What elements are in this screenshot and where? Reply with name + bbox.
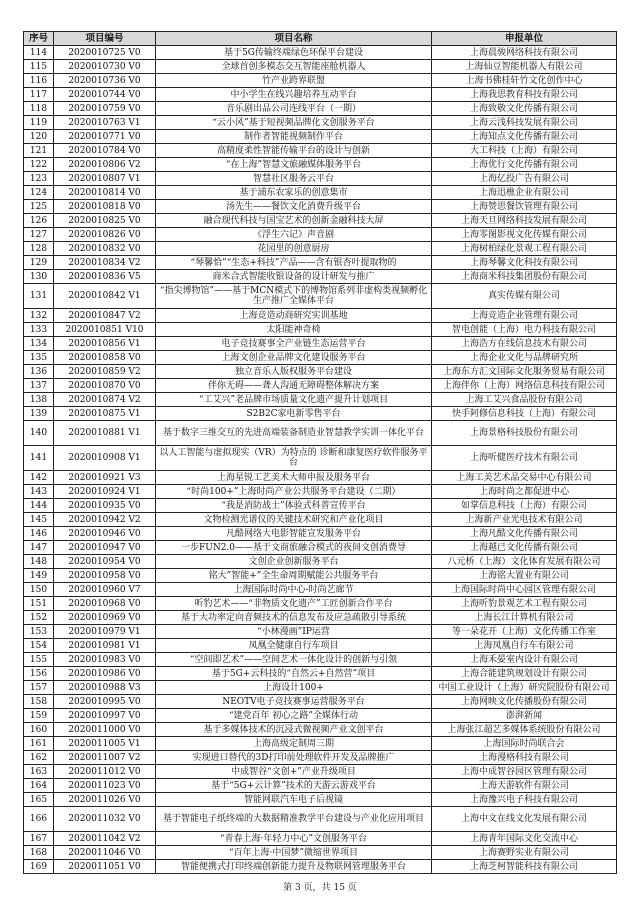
table-row (24, 681, 617, 695)
row-no: 152 (24, 611, 54, 625)
row-name: NEOTV电子竞技赛事运营服务平台 (156, 695, 432, 709)
table-row (24, 611, 617, 625)
table-row (24, 737, 617, 751)
row-unit: 上海凡酷文化传播有限公司 (432, 527, 617, 541)
row-no: 146 (24, 527, 54, 541)
row-name: 基于多媒体技术的沉浸式微视频产业文创平台 (156, 723, 432, 737)
row-code: 2020010818 V0 (54, 200, 156, 214)
row-code: 2020011046 V0 (54, 846, 156, 860)
row-code: 2020011012 V0 (54, 765, 156, 779)
table-row (24, 323, 617, 337)
row-code: 2020010988 V3 (54, 681, 156, 695)
table-row (24, 499, 617, 513)
row-name: 融合现代科技与国宝艺术的创新金融科技大屏 (156, 214, 432, 228)
row-code: 2020010836 V5 (54, 270, 156, 284)
table-row (24, 421, 617, 446)
page-footer: 第 3 页，共 15 页 (283, 883, 357, 893)
row-unit: 上海景格科技股份有限公司 (432, 421, 617, 446)
table-row (24, 667, 617, 681)
row-name: 基于“5G+云计算”技术的天游云游戏平台 (156, 779, 432, 793)
row-unit: 上海工艾兴食品股份有限公司 (432, 393, 617, 407)
row-unit: 上海青年国际文化交流中心 (432, 832, 617, 846)
table-row (24, 351, 617, 365)
row-no: 115 (24, 60, 54, 74)
row-code: 2020011042 V2 (54, 832, 156, 846)
row-name: 《浮生六记》声音剧 (156, 228, 432, 242)
row-code: 2020010736 V0 (54, 74, 156, 88)
row-code: 2020010958 V0 (54, 569, 156, 583)
row-code: 2020010856 V1 (54, 337, 156, 351)
row-name: 竹产业跨界联盟 (156, 74, 432, 88)
row-name: 听豹艺术——“非物质文化遗产”工匠创新合作平台 (156, 597, 432, 611)
row-no: 127 (24, 228, 54, 242)
row-code: 2020011000 V0 (54, 723, 156, 737)
header-no: 序号 (24, 32, 54, 46)
row-name: “琴馨恰”“生态+科技”产品——含有银杏叶提取物的 (156, 256, 432, 270)
row-name: 凡酷网络大电影智能宣发服务平台 (156, 527, 432, 541)
row-no: 118 (24, 102, 54, 116)
row-code: 2020010981 V1 (54, 639, 156, 653)
row-no: 138 (24, 393, 54, 407)
table-row (24, 158, 617, 172)
row-name: 基于数字三维交互的先进高端装备制造业智慧教学实训一体化平台 (156, 421, 432, 446)
row-name: “青春上海·年轻力中心”文创服务平台 (156, 832, 432, 846)
row-unit: 大工科技（上海）有限公司 (432, 144, 617, 158)
row-unit: 上海越已文化传播有限公司 (432, 541, 617, 555)
table-row (24, 695, 617, 709)
project-table (23, 31, 617, 874)
row-unit: 上海张江超艺多媒体系统股份有限公司 (432, 723, 617, 737)
row-name: 伴你无碍——聋人沟通无障碍整体解决方案 (156, 379, 432, 393)
table-row (24, 256, 617, 270)
table-row (24, 116, 617, 130)
row-code: 2020010784 V0 (54, 144, 156, 158)
row-code: 2020010924 V1 (54, 485, 156, 499)
row-no: 126 (24, 214, 54, 228)
row-no: 140 (24, 421, 54, 446)
row-unit: 上海东方汇文国际文化服务贸易有限公司 (432, 365, 617, 379)
row-unit: 快手阿修信息科技（上海）有限公司 (432, 407, 617, 421)
row-name: “我是消防战士”体验式科普宣传平台 (156, 499, 432, 513)
row-name: 上海高级定制周三期 (156, 737, 432, 751)
row-code: 2020010832 V0 (54, 242, 156, 256)
row-unit: 如掌信息科技（上海）有限公司 (432, 499, 617, 513)
table-row (24, 74, 617, 88)
row-code: 2020011005 V1 (54, 737, 156, 751)
row-unit: 上海企业文化与品牌研究所 (432, 351, 617, 365)
row-no: 155 (24, 653, 54, 667)
table-row (24, 446, 617, 471)
row-no: 142 (24, 471, 54, 485)
table-row (24, 228, 617, 242)
row-name: 上海设计100+ (156, 681, 432, 695)
row-name: 中小学生在线兴趣培养互动平台 (156, 88, 432, 102)
row-code: 2020010946 V0 (54, 527, 156, 541)
table-row (24, 751, 617, 765)
table-row (24, 309, 617, 323)
table-row (24, 214, 617, 228)
table-row (24, 625, 617, 639)
row-name: 上海文创企业品牌文化建设服务平台 (156, 351, 432, 365)
table-row (24, 200, 617, 214)
header-unit: 申报单位 (432, 32, 617, 46)
row-name: 文创企业创新服务平台 (156, 555, 432, 569)
row-no: 124 (24, 186, 54, 200)
row-unit: 上海合能建筑规划设计有限公司 (432, 667, 617, 681)
row-no: 167 (24, 832, 54, 846)
table-row (24, 513, 617, 527)
row-unit: 上海中成智谷园区管理有限公司 (432, 765, 617, 779)
row-no: 147 (24, 541, 54, 555)
table-row (24, 365, 617, 379)
row-no: 150 (24, 583, 54, 597)
row-unit: 上海赞思餐饮管理有限公司 (432, 200, 617, 214)
row-code: 2020010874 V2 (54, 393, 156, 407)
row-unit: 上海仙豆智能机器人有限公司 (432, 60, 617, 74)
row-code: 2020010983 V0 (54, 653, 156, 667)
row-no: 153 (24, 625, 54, 639)
row-no: 166 (24, 807, 54, 832)
row-code: 2020010730 V0 (54, 60, 156, 74)
row-code: 2020010969 V0 (54, 611, 156, 625)
row-no: 135 (24, 351, 54, 365)
row-code: 2020010979 V1 (54, 625, 156, 639)
row-unit: 上海浩方在线信息技术有限公司 (432, 337, 617, 351)
row-unit: 上海天旦网络科技发展有限公司 (432, 214, 617, 228)
row-name: 音乐剧出品公司连线平台（一期） (156, 102, 432, 116)
row-unit: 上海竞造企业管理有限公司 (432, 309, 617, 323)
table-row (24, 709, 617, 723)
row-no: 148 (24, 555, 54, 569)
row-name: 商米合式智能收银设备的设计研发与推广 (156, 270, 432, 284)
row-unit: 上海国际时尚中心园区管理有限公司 (432, 583, 617, 597)
header-code: 项目编号 (54, 32, 156, 46)
row-name: 汤先生——餐饮文化消费升级平台 (156, 200, 432, 214)
row-code: 2020010851 V10 (54, 323, 156, 337)
row-no: 156 (24, 667, 54, 681)
header-name: 项目名称 (156, 32, 432, 46)
row-no: 137 (24, 379, 54, 393)
row-name: 制作者智能视频制作平台 (156, 130, 432, 144)
row-code: 2020011023 V0 (54, 779, 156, 793)
table-row (24, 569, 617, 583)
row-no: 129 (24, 256, 54, 270)
table-row (24, 527, 617, 541)
row-code: 2020010858 V0 (54, 351, 156, 365)
row-unit: 上海禾晏室内设计有限公司 (432, 653, 617, 667)
row-code: 2020010763 V1 (54, 116, 156, 130)
row-name: 太阳能神奇椅 (156, 323, 432, 337)
table-row (24, 597, 617, 611)
row-no: 123 (24, 172, 54, 186)
row-no: 134 (24, 337, 54, 351)
row-code: 2020010954 V0 (54, 555, 156, 569)
row-unit: 上海芝柯智能科技有限公司 (432, 860, 617, 874)
row-unit: 上海迅樵企业有限公司 (432, 186, 617, 200)
row-name: 一步FUN2.0——基于文商旅融合模式的夜间文创消费导 (156, 541, 432, 555)
row-unit: 上海我思教育科技有限公司 (432, 88, 617, 102)
row-no: 139 (24, 407, 54, 421)
row-code: 2020011032 V0 (54, 807, 156, 832)
row-unit: 智电创能（上海）电力科技有限公司 (432, 323, 617, 337)
row-unit: 上海零图影视文化传媒有限公司 (432, 228, 617, 242)
table-row (24, 583, 617, 597)
row-name: “建党百年 初心之路”全媒体行动 (156, 709, 432, 723)
row-name: 基于5G传输终端绿色环保平台建设 (156, 46, 432, 60)
table-body (24, 46, 617, 874)
row-unit: 上海新产业光电技术有限公司 (432, 513, 617, 527)
row-no: 125 (24, 200, 54, 214)
row-code: 2020011051 V0 (54, 860, 156, 874)
row-no: 116 (24, 74, 54, 88)
row-code: 2020010997 V0 (54, 709, 156, 723)
row-unit: 上海优行文化传播有限公司 (432, 158, 617, 172)
row-unit: 上海国际时尚联合会 (432, 737, 617, 751)
row-code: 2020010725 V0 (54, 46, 156, 60)
row-name: 基于智能电子纸终端的大数据精准教学平台建设与产业化应用项目 (156, 807, 432, 832)
table-row (24, 60, 617, 74)
row-code: 2020010825 V0 (54, 214, 156, 228)
row-no: 154 (24, 639, 54, 653)
table-row (24, 485, 617, 499)
row-name: 上海竞造动商研究实训基地 (156, 309, 432, 323)
row-code: 2020010842 V1 (54, 284, 156, 309)
row-no: 151 (24, 597, 54, 611)
row-code: 2020010881 V1 (54, 421, 156, 446)
row-no: 160 (24, 723, 54, 737)
row-unit: 上海天游软件有限公司 (432, 779, 617, 793)
row-unit: 上海琴馨文化科技有限公司 (432, 256, 617, 270)
row-unit: 上海伴你（上海）网络信息科技有限公司 (432, 379, 617, 393)
document-page (23, 31, 616, 874)
row-no: 161 (24, 737, 54, 751)
row-code: 2020010771 V0 (54, 130, 156, 144)
table-row (24, 270, 617, 284)
row-unit: 上海长江计算机有限公司 (432, 611, 617, 625)
row-name: 文物检测光谱仪的关键技术研究和产业化项目 (156, 513, 432, 527)
row-no: 132 (24, 309, 54, 323)
row-name: “小林漫画”IP运营 (156, 625, 432, 639)
row-no: 122 (24, 158, 54, 172)
table-row (24, 337, 617, 351)
row-code: 2020010995 V0 (54, 695, 156, 709)
row-name: 高精度柔性智能传输平台的设计与创新 (156, 144, 432, 158)
row-name: “工艾兴”老品牌市场质量文化遗产提升计划项目 (156, 393, 432, 407)
row-no: 165 (24, 793, 54, 807)
row-no: 121 (24, 144, 54, 158)
row-code: 2020010935 V0 (54, 499, 156, 513)
row-unit: 上海云浅科技发展有限公司 (432, 116, 617, 130)
row-name: 基于5G+云科技的“自然云+自然营”项目 (156, 667, 432, 681)
row-no: 163 (24, 765, 54, 779)
row-no: 145 (24, 513, 54, 527)
table-row (24, 407, 617, 421)
table-row (24, 379, 617, 393)
row-no: 168 (24, 846, 54, 860)
row-name: “时尚100+”上海时尚产业公共服务平台建设（二期） (156, 485, 432, 499)
row-code: 2020010806 V2 (54, 158, 156, 172)
row-unit: 上海听豹景观艺术工程有限公司 (432, 597, 617, 611)
table-row (24, 393, 617, 407)
row-name: 铭大”智能+”全生命周期赋能公共服务平台 (156, 569, 432, 583)
row-code: 2020010870 V0 (54, 379, 156, 393)
row-no: 128 (24, 242, 54, 256)
row-no: 131 (24, 284, 54, 309)
row-name: 智能便携式打印终端创新能力提升及物联网管理服务平台 (156, 860, 432, 874)
row-unit: 上海树柏绿化景观工程有限公司 (432, 242, 617, 256)
table-row (24, 723, 617, 737)
row-unit: 上海亿投广告有限公司 (432, 172, 617, 186)
row-name: 独立音乐人版权服务平台建设 (156, 365, 432, 379)
table-row (24, 860, 617, 874)
table-row (24, 284, 617, 309)
row-no: 144 (24, 499, 54, 513)
row-code: 2020010859 V2 (54, 365, 156, 379)
row-no: 119 (24, 116, 54, 130)
row-no: 141 (24, 446, 54, 471)
table-row (24, 186, 617, 200)
table-row (24, 639, 617, 653)
table-row (24, 765, 617, 779)
table-row (24, 793, 617, 807)
table-row (24, 779, 617, 793)
row-unit: 真实传媒有限公司 (432, 284, 617, 309)
row-unit: 上海致敬文化传播有限公司 (432, 102, 617, 116)
table-row (24, 144, 617, 158)
row-unit: 等一朵花开（上海）文化传播工作室 (432, 625, 617, 639)
row-unit: 上海赛野实业有限公司 (432, 846, 617, 860)
row-name: 凤凰全健康自行车项目 (156, 639, 432, 653)
row-unit: 上海工美艺术品交易中心有限公司 (432, 471, 617, 485)
row-unit: 上海时尚之都促进中心 (432, 485, 617, 499)
row-code: 2020010814 V0 (54, 186, 156, 200)
row-unit: 上海豫兴电子科技有限公司 (432, 793, 617, 807)
row-name: 以人工智能与虚拟现实（VR）为特点的 诊断和康复医疗软件服务平台 (156, 446, 432, 471)
row-name: 基于浦东农家乐的创意集市 (156, 186, 432, 200)
table-row (24, 471, 617, 485)
row-code: 2020011007 V2 (54, 751, 156, 765)
row-name: 智慧社区服务云平台 (156, 172, 432, 186)
row-unit: 上海漫格科技有限公司 (432, 751, 617, 765)
row-name: 上海国际时尚中心-时尚艺廊节 (156, 583, 432, 597)
row-unit: 上海网映文化传播股份有限公司 (432, 695, 617, 709)
row-unit: 上海铭大置业有限公司 (432, 569, 617, 583)
row-no: 157 (24, 681, 54, 695)
table-row (24, 653, 617, 667)
row-no: 117 (24, 88, 54, 102)
row-code: 2020010826 V0 (54, 228, 156, 242)
row-name: 花园里的创意厨房 (156, 242, 432, 256)
row-code: 2020011026 V0 (54, 793, 156, 807)
row-code: 2020010834 V2 (54, 256, 156, 270)
row-name: “百年上海·中国梦”微缩世界项目 (156, 846, 432, 860)
row-name: 基于大功率定向音频技术的信息发布及应急疏散引导系统 (156, 611, 432, 625)
row-code: 2020010875 V1 (54, 407, 156, 421)
row-name: 电子竞技赛事全产业链生态运营平台 (156, 337, 432, 351)
row-code: 2020010759 V0 (54, 102, 156, 116)
row-name: 上海星锐工艺美术大师申报及服务平台 (156, 471, 432, 485)
row-code: 2020010947 V0 (54, 541, 156, 555)
row-code: 2020010908 V1 (54, 446, 156, 471)
row-no: 169 (24, 860, 54, 874)
table-row (24, 172, 617, 186)
row-unit: 上海书佛桂轩竹文化创作中心 (432, 74, 617, 88)
row-code: 2020010744 V0 (54, 88, 156, 102)
table-row (24, 46, 617, 60)
row-code: 2020010921 V3 (54, 471, 156, 485)
row-no: 143 (24, 485, 54, 499)
row-name: 智能网联汽车电子后视镜 (156, 793, 432, 807)
row-name: 全球首创多模态交互智能座舱机器人 (156, 60, 432, 74)
row-name: “云小风”基于短视频品牌化文创服务平台 (156, 116, 432, 130)
row-no: 120 (24, 130, 54, 144)
row-name: “空间即艺术”——空间艺术一体化设计的创新与引领 (156, 653, 432, 667)
row-no: 159 (24, 709, 54, 723)
row-name: 实现进口替代的3D打印前处理软件开发及品牌推广 (156, 751, 432, 765)
row-unit: 上海晨骏网络科技有限公司 (432, 46, 617, 60)
table-row (24, 807, 617, 832)
row-no: 133 (24, 323, 54, 337)
row-code: 2020010847 V2 (54, 309, 156, 323)
table-row (24, 555, 617, 569)
row-code: 2020010960 V7 (54, 583, 156, 597)
row-code: 2020010986 V0 (54, 667, 156, 681)
row-unit: 上海商米科技集团股份有限公司 (432, 270, 617, 284)
table-row (24, 88, 617, 102)
row-unit: 中国工业设计（上海）研究院股份有限公司 (432, 681, 617, 695)
row-no: 130 (24, 270, 54, 284)
row-no: 164 (24, 779, 54, 793)
row-unit: 上海中文在线文化发展有限公司 (432, 807, 617, 832)
row-name: “指尖博物馆”——基于MCN模式下的博物馆系列非虚构类视频孵化生产推广全媒体平台 (156, 284, 432, 309)
row-no: 136 (24, 365, 54, 379)
row-unit: 八元桥（上海）文化体育发展有限公司 (432, 555, 617, 569)
row-unit: 上海知点文化传播有限公司 (432, 130, 617, 144)
row-name: “在上海”智慧文旅融媒体服务平台 (156, 158, 432, 172)
table-row (24, 242, 617, 256)
row-unit: 上海听健医疗技术有限公司 (432, 446, 617, 471)
table-header-row (24, 32, 617, 46)
table-row (24, 846, 617, 860)
row-code: 2020010807 V1 (54, 172, 156, 186)
row-name: S2B2C家电新零售平台 (156, 407, 432, 421)
row-no: 149 (24, 569, 54, 583)
row-code: 2020010942 V2 (54, 513, 156, 527)
row-name: 中成智谷“文创+”产业升级项目 (156, 765, 432, 779)
row-unit: 上海凤凰自行车有限公司 (432, 639, 617, 653)
row-code: 2020010968 V0 (54, 597, 156, 611)
table-row (24, 541, 617, 555)
row-no: 114 (24, 46, 54, 60)
table-row (24, 832, 617, 846)
table-row (24, 130, 617, 144)
table-row (24, 102, 617, 116)
row-no: 158 (24, 695, 54, 709)
row-unit: 澎湃新闻 (432, 709, 617, 723)
row-no: 162 (24, 751, 54, 765)
